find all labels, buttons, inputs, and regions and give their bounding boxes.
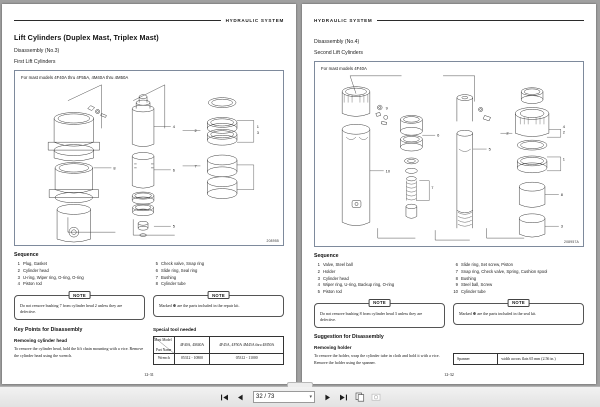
note-box-bushing-left bbox=[14, 292, 145, 320]
header-title-left: HYDRAULIC SYSTEM bbox=[225, 18, 284, 23]
svg-text:6: 6 bbox=[172, 167, 175, 173]
sequence-list-left bbox=[14, 261, 284, 288]
sequence-item bbox=[14, 275, 146, 282]
sequence-number: 4 bbox=[317, 282, 320, 288]
sequence-number: 3 bbox=[17, 274, 20, 280]
sequence-column-2-right bbox=[452, 262, 584, 296]
section-label-right: Second Lift Cylinders bbox=[314, 50, 364, 56]
sequence-item bbox=[14, 281, 146, 288]
sequence-item bbox=[314, 269, 446, 276]
header-title-right: HYDRAULIC SYSTEM bbox=[314, 18, 373, 23]
sequence-number: 2 bbox=[317, 268, 320, 274]
last-page-icon bbox=[339, 393, 348, 402]
special-tool-heading: Special tool needed bbox=[153, 327, 197, 333]
page-title: Lift Cylinders (Duplex Mast, Triplex Mast) bbox=[14, 33, 159, 42]
spanner-table bbox=[453, 353, 584, 365]
sequence-text: Plug, Gasket bbox=[23, 261, 47, 266]
snapshot-icon bbox=[371, 392, 381, 402]
sequence-item bbox=[152, 281, 284, 288]
table-cell: 05312 - 11000 bbox=[210, 354, 284, 364]
note-box-sealkit-right bbox=[453, 300, 584, 328]
sequence-number: 7 bbox=[455, 268, 458, 274]
figure-code-left: 208955 bbox=[266, 239, 279, 243]
sequence-item bbox=[152, 268, 284, 275]
sequence-number: 10 bbox=[453, 289, 458, 295]
sequence-item bbox=[452, 262, 584, 269]
suggestion-heading: Suggestion for Disassembly bbox=[314, 334, 384, 341]
sequence-item bbox=[14, 268, 146, 275]
sequence-number: 8 bbox=[455, 275, 458, 281]
svg-text:6: 6 bbox=[437, 132, 440, 138]
spanner-block bbox=[453, 345, 584, 366]
header-rule bbox=[377, 20, 584, 21]
svg-text:8: 8 bbox=[560, 192, 563, 198]
sequence-text: Cylinder head bbox=[23, 267, 49, 273]
sequence-item bbox=[314, 262, 446, 269]
figure-code-right: 208957A bbox=[564, 240, 579, 244]
sequence-number: 2 bbox=[17, 267, 20, 273]
note-row-right bbox=[314, 300, 584, 328]
sequence-item bbox=[452, 282, 584, 289]
table-cell: width across flats 65 mm (2.56 in.) bbox=[498, 354, 584, 365]
sequence-column-2-left bbox=[152, 261, 284, 288]
sequence-number: 4 bbox=[17, 281, 20, 287]
last-page-button[interactable] bbox=[337, 391, 350, 404]
sequence-item bbox=[452, 276, 584, 283]
svg-text:5: 5 bbox=[172, 223, 175, 229]
lower-section-right bbox=[314, 345, 584, 366]
suggestion-block bbox=[314, 345, 445, 366]
sequence-list-right bbox=[314, 262, 584, 296]
sequence-text: Piston rod bbox=[23, 281, 42, 287]
exploded-view-diagram-right bbox=[315, 62, 583, 246]
note-text: Marked ✽ are the parts included in the repair kit. bbox=[153, 295, 284, 317]
table-row bbox=[154, 337, 284, 354]
sequence-text: Valve, Steel ball bbox=[323, 262, 353, 267]
sequence-number: 5 bbox=[155, 261, 158, 266]
special-tool-block bbox=[153, 327, 284, 364]
sequence-column-1-left bbox=[14, 261, 146, 288]
figure-box-right bbox=[314, 61, 584, 247]
sequence-text: Slide ring, Seal ring bbox=[161, 267, 198, 273]
note-text: Marked ✽ are the parts included in the seal kit. bbox=[453, 303, 584, 325]
sequence-text: U-ring, Wiper ring, O-ring, O-ring bbox=[23, 274, 84, 280]
svg-text:4: 4 bbox=[172, 123, 175, 129]
header-rule bbox=[14, 20, 221, 21]
sequence-item bbox=[152, 275, 284, 282]
key-points-block bbox=[14, 327, 145, 364]
svg-text:2: 2 bbox=[506, 130, 509, 136]
page-number-right: 12-32 bbox=[444, 372, 454, 377]
sequence-text: Cylinder tube bbox=[461, 289, 486, 295]
first-page-icon bbox=[220, 393, 229, 402]
lower-section-left bbox=[14, 327, 284, 364]
table-corner-cell bbox=[154, 337, 175, 354]
sequence-text: Steel ball, Screw bbox=[461, 282, 493, 288]
table-row-header: Wrench bbox=[154, 354, 175, 364]
key-points-subheading: Removing cylinder head bbox=[14, 338, 68, 344]
special-tool-table bbox=[153, 336, 284, 364]
document-page-left bbox=[2, 4, 296, 384]
table-cell: 05312 - 10800 bbox=[174, 354, 210, 364]
sequence-column-1-right bbox=[314, 262, 446, 296]
svg-text:3: 3 bbox=[560, 223, 563, 229]
note-badge: NOTE bbox=[68, 291, 91, 299]
sequence-item bbox=[452, 269, 584, 276]
note-text: Do not remove bushing 7 from cylinder head 2 unless they are defective. bbox=[14, 295, 145, 320]
document-page-right bbox=[302, 4, 596, 384]
chevron-down-icon[interactable]: ▾ bbox=[309, 394, 312, 400]
svg-text:4: 4 bbox=[562, 123, 565, 129]
previous-page-icon bbox=[236, 393, 245, 402]
sequence-text: Wiper ring, U-ring, Backup ring, O-ring bbox=[323, 282, 395, 288]
note-badge: NOTE bbox=[207, 291, 230, 299]
svg-text:3: 3 bbox=[256, 129, 259, 135]
page-header-left bbox=[14, 14, 284, 27]
svg-text:1: 1 bbox=[562, 156, 565, 162]
svg-text:2: 2 bbox=[562, 129, 565, 135]
sequence-text: Bushing bbox=[161, 274, 177, 280]
sequence-item bbox=[152, 261, 284, 268]
table-row bbox=[454, 354, 584, 365]
next-page-icon bbox=[323, 393, 332, 402]
section-label-left: First Lift Cylinders bbox=[14, 59, 56, 65]
sequence-item bbox=[452, 289, 584, 296]
note-badge: NOTE bbox=[368, 299, 391, 307]
sequence-number: 6 bbox=[455, 262, 458, 267]
table-col-header: 4F45A, 4F50A 4M45A thru 4M50A bbox=[210, 337, 284, 354]
svg-text:2: 2 bbox=[194, 127, 197, 133]
page-number-input[interactable] bbox=[253, 391, 315, 403]
sequence-heading-right: Sequence bbox=[314, 253, 339, 259]
note-text: Do not remove bushing 8 from cylinder head 3 unless they are defective. bbox=[314, 303, 445, 328]
figure-caption-right: For mast models 4F40A bbox=[321, 66, 367, 71]
copy-page-button[interactable] bbox=[353, 391, 366, 404]
sequence-heading-left: Sequence bbox=[14, 252, 39, 258]
sequence-text: Cylinder tube bbox=[161, 281, 186, 287]
page-number-value: 32 / 73 bbox=[256, 394, 275, 400]
sequence-text: Holder bbox=[323, 268, 336, 274]
next-page-button[interactable] bbox=[321, 391, 334, 404]
previous-page-button[interactable] bbox=[234, 391, 247, 404]
figure-box-left bbox=[14, 70, 284, 246]
sequence-item bbox=[314, 276, 446, 283]
svg-text:7: 7 bbox=[431, 185, 434, 191]
key-points-heading: Key Points for Disassembly bbox=[14, 327, 83, 334]
page-number-left: 12-31 bbox=[144, 372, 154, 377]
sequence-number: 3 bbox=[317, 275, 320, 281]
table-col-header: 4F40A, 4M40A bbox=[174, 337, 210, 354]
first-page-button[interactable] bbox=[218, 391, 231, 404]
sequence-item bbox=[314, 282, 446, 289]
sequence-number: 6 bbox=[155, 267, 158, 273]
note-box-repairkit-left bbox=[153, 292, 284, 320]
table-row bbox=[154, 354, 284, 364]
sequence-number: 8 bbox=[155, 281, 158, 287]
corner-label-bottom: Part Name bbox=[156, 347, 172, 352]
snapshot-button[interactable] bbox=[369, 391, 382, 404]
sequence-number: 1 bbox=[317, 262, 320, 267]
svg-text:9: 9 bbox=[385, 105, 388, 111]
sequence-item bbox=[14, 261, 146, 268]
key-points-paragraph: To remove the cylinder head, hold the lift chain mounting with a vice. Remove the cylinder head using the wrench. bbox=[14, 346, 144, 358]
sequence-text: Check valve, Snap ring bbox=[161, 261, 205, 266]
sequence-number: 9 bbox=[455, 282, 458, 288]
sequence-text: Piston rod bbox=[323, 289, 342, 295]
corner-label-top: Mast Model bbox=[154, 338, 172, 343]
note-box-bushing-right bbox=[314, 300, 445, 328]
figure-caption-left: For mast models 4F40A thru 4F55A, 4M40A thru 4M50A bbox=[21, 75, 129, 80]
svg-text:7: 7 bbox=[194, 163, 197, 169]
sequence-number: 1 bbox=[17, 261, 20, 266]
disassembly-subtitle-left: Disassembly (No.3) bbox=[14, 48, 60, 54]
table-row-header: Spanner bbox=[454, 354, 498, 365]
page-header-right bbox=[314, 14, 584, 27]
note-row-left bbox=[14, 292, 284, 320]
sequence-text: Snap ring, Check valve, Spring, Cushion spool bbox=[461, 268, 548, 274]
svg-text:5: 5 bbox=[488, 146, 491, 152]
sequence-text: Cylinder head bbox=[323, 275, 349, 281]
exploded-view-diagram-left bbox=[15, 71, 283, 245]
sequence-number: 7 bbox=[155, 274, 158, 280]
viewer-toolbar bbox=[0, 386, 600, 407]
svg-text:1: 1 bbox=[256, 123, 259, 129]
toolbar-grip-handle[interactable] bbox=[287, 382, 313, 387]
disassembly-subtitle-right: Disassembly (No.4) bbox=[314, 39, 360, 45]
sequence-number: 5 bbox=[317, 289, 320, 295]
svg-text:10: 10 bbox=[385, 168, 391, 174]
note-badge: NOTE bbox=[507, 299, 530, 307]
suggestion-subheading: Removing holder bbox=[314, 345, 352, 351]
svg-text:8: 8 bbox=[113, 165, 116, 171]
sequence-text: Slide ring, Set screw, Piston bbox=[461, 262, 513, 267]
copy-page-icon bbox=[355, 392, 365, 402]
suggestion-paragraph: To remove the holder, wrap the cylinder tube in cloth and hold it with a vice. Remove the holder using the spanner. bbox=[314, 353, 440, 365]
sequence-item bbox=[314, 289, 446, 296]
sequence-text: Bushing bbox=[461, 275, 477, 281]
